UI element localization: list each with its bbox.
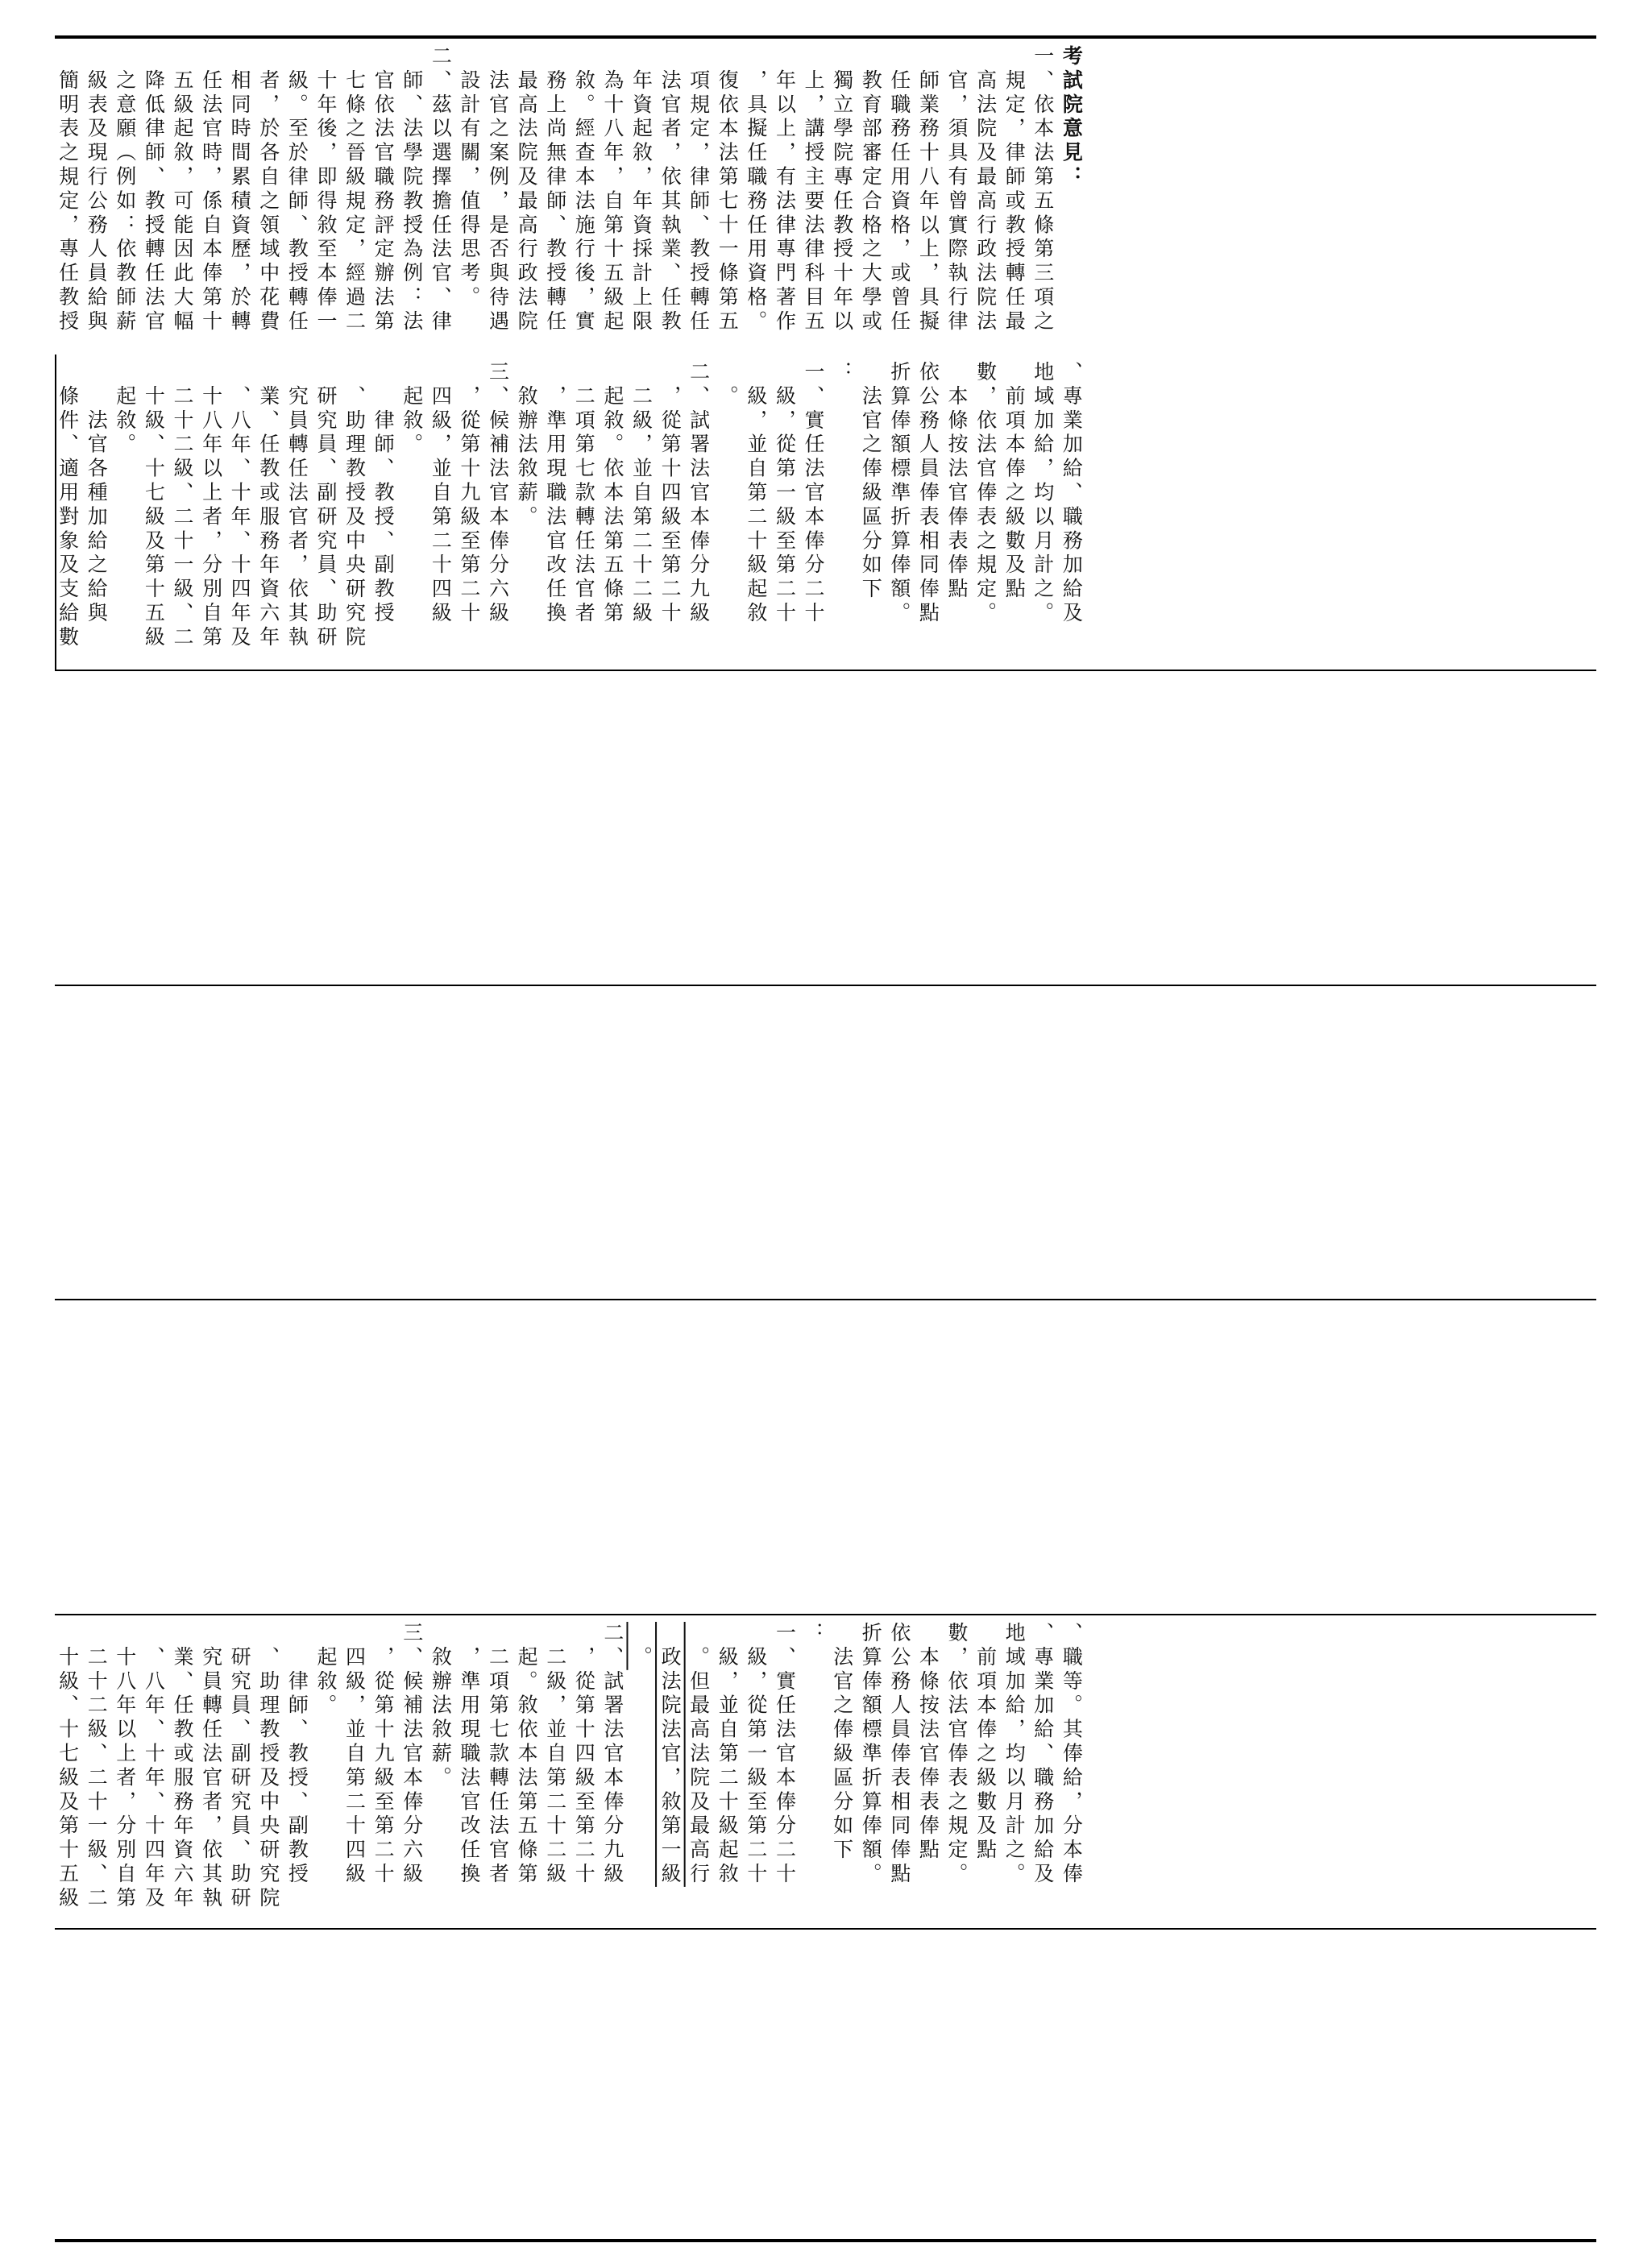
text-line: 十年後，即得敘至本俸一 (313, 45, 338, 334)
text-line: 二十二級、二十一級、二 (170, 361, 194, 650)
text-line: 折算俸額標準折算俸額。 (859, 1622, 883, 1887)
text-line: 、八年、十年、十四年及 (228, 361, 252, 650)
table-top-border (55, 35, 1596, 39)
text-line: 級，並自第二十級起敘 (744, 361, 768, 626)
text-line: 折算俸額標準折算俸額。 (887, 361, 911, 626)
text-line: 、八年、十年、十四年及 (142, 1622, 166, 1911)
text-line: 七條之晉級規定，經過二 (342, 45, 367, 334)
text-line: 者，於各自之領域中花費 (256, 45, 280, 334)
text-line: 項規定，律師、教授轉任 (687, 45, 711, 334)
text-line: 一、實任法官本俸分二十 (802, 361, 826, 626)
text-line: 二項第七款轉任法官者 (572, 361, 596, 626)
row-divider-4 (55, 1614, 1596, 1615)
text-line: ，準用現職法官改任換 (543, 361, 567, 626)
text-line: 十級、十七級及第十五級 (56, 1622, 80, 1911)
text-line: 三、候補法官本俸分六級 (400, 1622, 424, 1887)
text-line: 敘。經查本法施行後，實 (572, 45, 596, 334)
text-line: 級，從第一級至第二十 (744, 1622, 768, 1887)
text-line: ，從第十九級至第二十 (371, 1622, 396, 1887)
text-line: 五級起敘，可能因此大幅 (170, 45, 194, 334)
row-divider-2 (55, 985, 1596, 986)
text-line: 官，須具有曾實際執行律 (945, 45, 969, 334)
text-line: 級表及現行公務人員給與 (85, 45, 109, 334)
text-line: 、職等。其俸給，分本俸 (1060, 1622, 1084, 1887)
text-line: ，從第十九級至第二十 (457, 361, 481, 626)
text-line: 本條按法官俸表俸點 (945, 361, 969, 602)
text-line: 級，從第一級至第二十 (773, 361, 797, 626)
text-line: 二、試署法官本俸分九級 (600, 1622, 624, 1887)
statute-column (53, 361, 1085, 650)
text-line: 、助理教授及中央研究院 (342, 361, 367, 650)
text-line: 起敘。 (400, 361, 424, 458)
text-line: 、助理教授及中央研究院 (256, 1622, 280, 1911)
text-line: 、專業加給、職務加給及 (1060, 361, 1084, 626)
text-line: 四級，並自第二十四級 (342, 1622, 367, 1887)
amended-statute-column (53, 1622, 1085, 1911)
text-line: ： (802, 1622, 826, 1646)
text-line: 法官之俸級區分如下 (830, 1622, 854, 1863)
text-line: 高法院及最高行政法院法 (973, 45, 998, 334)
text-line: 研究員、副研究員、助研 (228, 1622, 252, 1911)
text-line: 依公務人員俸表相同俸點 (916, 361, 940, 626)
text-line: 級。至於律師、教授轉任 (285, 45, 309, 334)
text-line: 起。敘依本法第五條第 (515, 1622, 539, 1887)
text-line: 年資起敘，年資採計上限 (629, 45, 654, 334)
text-line: 前項本俸之級數及點 (973, 1622, 998, 1863)
text-line: 敘辦法敘薪。 (515, 361, 539, 530)
text-line: 業、任教或服務年資六年 (256, 361, 280, 650)
opinion-column (53, 45, 1085, 334)
text-line: 研究員、副研究員、助研 (313, 361, 338, 650)
text-line: 年以上，有法律專門著作 (773, 45, 797, 334)
text-line: 本條按法官俸表俸點 (916, 1622, 940, 1863)
text-line: 依公務人員俸表相同俸點 (887, 1622, 911, 1887)
text-line: 復依本法第七十一條第五 (716, 45, 740, 334)
text-line: ，準用現職法官改任換 (457, 1622, 481, 1887)
text-line: 為十八年，自第十五級起 (600, 45, 624, 334)
text-line: 最高法院及最高行政法院 (515, 45, 539, 334)
text-line: 教育部審定合格之大學或 (859, 45, 883, 334)
text-line: 、專業加給、職務加給及 (1031, 1622, 1055, 1887)
text-line: 地域加給，均以月計之。 (1031, 361, 1055, 626)
text-line: ，從第十四級至第二十 (658, 361, 683, 626)
text-line: 官依法官職務評定辦法第 (371, 45, 396, 334)
text-line: 二、試署法官本俸分九級 (687, 361, 711, 626)
text-line: 設計有關，值得思考。 (457, 45, 481, 310)
text-line: 究員轉任法官者，依其執 (199, 1622, 223, 1911)
text-line: 二級，並自第二十二級 (543, 1622, 567, 1887)
table-bottom-border (55, 2239, 1596, 2242)
text-line: 務上尚無律師、教授轉任 (543, 45, 567, 334)
text-line: 降低律師、教授轉任法官 (142, 45, 166, 334)
text-line: 起敘。 (113, 361, 137, 458)
text-line: 一、依本法第五條第三項之 (1031, 45, 1055, 334)
text-line: 十級、十七級及第十五級 (142, 361, 166, 650)
amended-text-line: 。 (629, 1622, 654, 1670)
text-line: 上，講授主要法律科目五 (802, 45, 826, 334)
text-line: 前項本俸之級數及點 (1002, 361, 1027, 602)
row-divider-3 (55, 1299, 1596, 1300)
row-divider-5 (55, 1928, 1596, 1930)
text-line: 二十二級、二十一級、二 (85, 1622, 109, 1911)
text-line: 起敘。 (313, 1622, 338, 1719)
text-line: 律師、教授、副教授 (285, 1622, 309, 1887)
text-line: 敘辦法敘薪。 (429, 1622, 453, 1791)
text-line: ： (830, 361, 854, 385)
text-line: 三、候補法官本俸分六級 (486, 361, 510, 626)
text-line: 師、法學院教授為例：法 (400, 45, 424, 334)
text-line: 條件、適用對象及支給數 (56, 361, 80, 650)
text-line: 二級，並自第二十二級 (629, 361, 654, 626)
text-line: ，具擬任職務任用資格。 (744, 45, 768, 334)
text-line: 十八年以上者，分別自第 (113, 1622, 137, 1911)
opinion-heading: 考試院意見： (1060, 45, 1084, 190)
text-line: 數，依法官俸表之規定。 (973, 361, 998, 626)
text-line: 相同時間累積資歷，於轉 (228, 45, 252, 334)
text-line: 數，依法官俸表之規定。 (945, 1622, 969, 1887)
text-line: 二項第七款轉任法官者 (486, 1622, 510, 1887)
text-line: 二、茲以選擇擔任法官、律 (429, 45, 453, 334)
text-line: 任法官時，係自本俸第十 (199, 45, 223, 334)
text-line: 規定，律師或教授轉任最 (1002, 45, 1027, 334)
text-line: 之意願（例如：依教師薪 (113, 45, 137, 334)
amended-text-line: 政法院法官，敘第一級 (658, 1622, 683, 1887)
text-line: 地域加給，均以月計之。 (1002, 1622, 1027, 1887)
text-line: 法官之案例，是否與待遇 (486, 45, 510, 334)
text-line: 任職務任用資格，或曾任 (887, 45, 911, 334)
text-line: 四級，並自第二十四級 (429, 361, 453, 626)
text-line: 十八年以上者，分別自第 (199, 361, 223, 650)
text-line: 獨立學院專任教授十年以 (830, 45, 854, 334)
text-line: ，從第十四級至第二十 (572, 1622, 596, 1887)
text-line: 師業務十八年以上，具擬 (916, 45, 940, 334)
amended-text-line: 。但最高法院及最高行 (687, 1622, 711, 1887)
text-line: 業、任教或服務年資六年 (170, 1622, 194, 1911)
text-line: 起敘。依本法第五條第 (600, 361, 624, 626)
text-line: 級，並自第二十級起敘 (716, 1622, 740, 1887)
text-line: 簡明表之規定，專任教授 (56, 45, 80, 334)
text-line: 究員轉任法官者，依其執 (285, 361, 309, 650)
text-line: 法官各種加給之給與 (85, 361, 109, 626)
text-line: 。 (716, 361, 740, 409)
text-line: 律師、教授、副教授 (371, 361, 396, 626)
text-line: 法官之俸級區分如下 (859, 361, 883, 602)
row-divider-1 (55, 670, 1596, 671)
text-line: 一、實任法官本俸分二十 (773, 1622, 797, 1887)
text-line: 法官者，依其執業、任教 (658, 45, 683, 334)
